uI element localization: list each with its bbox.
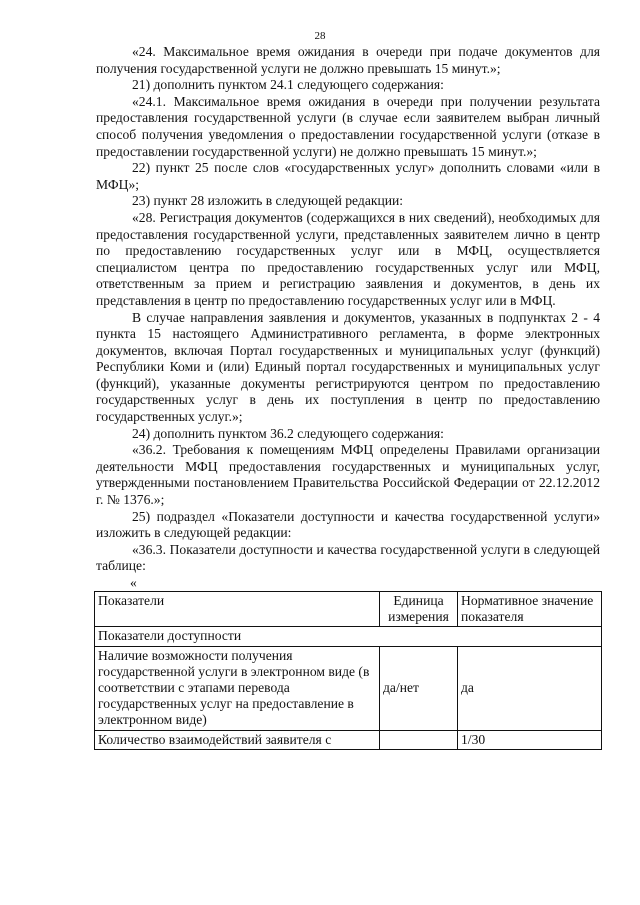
header-unit: Единица измерения [380, 592, 458, 627]
cell-unit: да/нет [380, 646, 458, 730]
header-norm-value: Нормативное значение показателя [458, 592, 602, 627]
paragraph-electronic-docs: В случае направления заявления и документов, указанных в подпунктах 2 - 4 пункта 15 настоящего Административного регламента, в форме электронных документов, включая Портал государственных и муниципальных услуг (функций) Республики Коми и (или) Единый портал государственных и муниципальных услуг (функций), указанные документы регистрируются центром по предоставлению государственных услуг в день их поступления в центр по предоставлению государственных услуг.»; [96, 309, 600, 425]
section-accessibility: Показатели доступности [95, 627, 602, 646]
header-indicators: Показатели [95, 592, 380, 627]
cell-indicator: Количество взаимодействий заявителя с [95, 730, 380, 749]
table-row [95, 646, 602, 730]
cell-indicator: Наличие возможности получения государственной услуги в электронном виде (в соответствии с этапами перевода государственных услуг на предоставление в электронном виде) [95, 646, 380, 730]
paragraph-36-3: «36.3. Показатели доступности и качества государственной услуги в следующей таблице: [96, 541, 600, 574]
cell-unit [380, 730, 458, 749]
paragraph-28: «28. Регистрация документов (содержащихся в них сведений), необходимых для предоставления государственной услуги, представленных заявителем лично в центр по предоставлению государственных услуг или в МФЦ, осуществляется специалистом центра по предоставлению государственных услуг или МФЦ, ответственным за прием и регистрацию заявления и документов, в день их представления в центр по предоставлению государственных услуг или в МФЦ. [96, 209, 600, 308]
table-header-row [95, 592, 602, 627]
paragraph-36-2: «36.2. Требования к помещениям МФЦ определены Правилами организации деятельности МФЦ предоставления государственных и муниципальных услуг, утвержденными постановлением Правительства Российской Федерации от 22.12.2012 г. № 1376.»; [96, 442, 600, 508]
paragraph-item-21: 21) дополнить пунктом 24.1 следующего содержания: [132, 77, 444, 93]
table-row [95, 730, 602, 749]
paragraph-24: «24. Максимальное время ожидания в очереди при подаче документов для получения государственной услуги не должно превышать 15 минут.»; [96, 44, 600, 76]
table-open-quote: « [130, 575, 137, 590]
cell-value: 1/30 [458, 730, 602, 749]
paragraph-24-1: «24.1. Максимальное время ожидания в очереди при получении результата предоставления государственной услуги (в случае если заявителем выбран личный способ получения уведомления о предоставлении государственной услуги (отказе в предоставлении государственной услуги) не должно превышать 15 минут.»; [96, 93, 600, 159]
paragraph-item-22: 22) пункт 25 после слов «государственных услуг» дополнить словами «или в МФЦ»; [96, 160, 600, 192]
paragraph-item-23: 23) пункт 28 изложить в следующей редакции: [132, 193, 404, 209]
paragraph-item-24: 24) дополнить пунктом 36.2 следующего содержания: [132, 425, 444, 441]
paragraph-item-25: 25) подраздел «Показатели доступности и качества государственной услуги» изложить в следующей редакции: [96, 508, 600, 541]
table-section-row [95, 627, 602, 646]
page-number: 28 [314, 30, 326, 42]
document-body [96, 44, 600, 750]
indicators-table [94, 591, 602, 750]
cell-value: да [458, 646, 602, 730]
